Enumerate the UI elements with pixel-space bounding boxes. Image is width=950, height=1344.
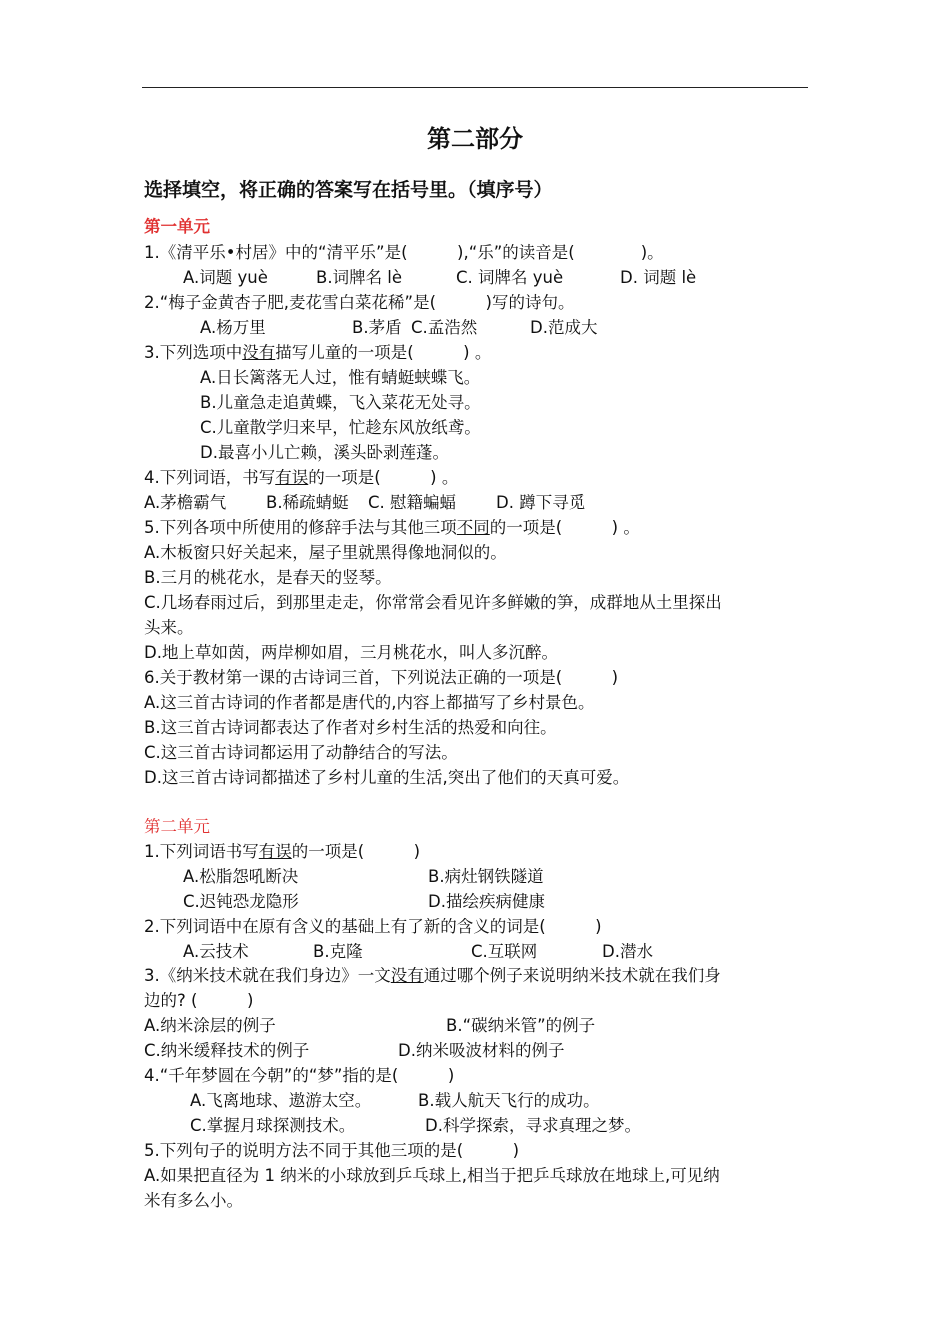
u2-q3-option-b: B.“碳纳米管”的例子 — [446, 1016, 596, 1035]
u2-q2-stem: 2.下列词语中在原有含义的基础上有了新的含义的词是( ) — [144, 917, 602, 936]
u1-q1-option-c: C. 词牌名 yuè — [456, 268, 564, 287]
u1-q4-option-d: D. 蹲下寻觅 — [496, 493, 586, 512]
u1-q2-option-a: A.杨万里 — [200, 318, 266, 337]
unit2-heading: 第二单元 — [144, 817, 210, 836]
u1-q3-option-a: A.日长篱落无人过，惟有蜻蜓蛱蝶飞。 — [200, 368, 481, 387]
u1-q6-option-d: D.这三首古诗词都描述了乡村儿童的生活,突出了他们的天真可爱。 — [144, 768, 630, 787]
emphasis-underline: 没有 — [390, 966, 424, 985]
unit1-heading: 第一单元 — [144, 217, 210, 236]
u1-q5-stem: 5.下列各项中所使用的修辞手法与其他三项不同的一项是( ) 。 — [144, 518, 640, 537]
u1-q3-option-c: C.儿童散学归来早，忙趁东风放纸鸢。 — [200, 418, 481, 437]
u2-q4-option-a: A.飞离地球、遨游太空。 — [190, 1091, 372, 1110]
u2-q3-option-d: D.纳米吸波材料的例子 — [398, 1041, 565, 1060]
u1-q5-option-c: C.几场春雨过后，到那里走走，你常常会看见许多鲜嫩的笋，成群地从土里探出 — [144, 593, 722, 612]
u2-q2-option-c: C.互联网 — [471, 942, 538, 961]
u1-q1-option-b: B.词牌名 lè — [316, 268, 403, 287]
u1-q3-option-b: B.儿童急走追黄蝶，飞入菜花无处寻。 — [200, 393, 481, 412]
u1-q4-option-a: A.茅檐霸气 — [144, 493, 227, 512]
u2-q5-option-a-cont: 米有多么小。 — [144, 1191, 243, 1210]
emphasis-underline: 有误 — [258, 842, 292, 861]
section-instruction: 选择填空，将正确的答案写在括号里。（填序号） — [144, 179, 553, 201]
u1-q1-stem: 1.《清平乐•村居》中的“清平乐”是( ),“乐”的读音是( )。 — [144, 243, 664, 262]
u2-q3-stem: 3.《纳米技术就在我们身边》一文没有通过哪个例子来说明纳米技术就在我们身 — [144, 966, 721, 985]
emphasis-underline: 没有 — [242, 343, 276, 362]
u2-q4-option-c: C.掌握月球探测技术。 — [190, 1116, 356, 1135]
u1-q2-option-c: C.孟浩然 — [411, 318, 478, 337]
u2-q2-option-d: D.潜水 — [602, 942, 653, 961]
u1-q1-option-a: A.词题 yuè — [183, 268, 268, 287]
emphasis-underline: 有误 — [275, 468, 309, 487]
u2-q5-option-a: A.如果把直径为 1 纳米的小球放到乒乓球上,相当于把乒乓球放在地球上,可见纳 — [144, 1166, 720, 1185]
u2-q1-option-c: C.迟钝恐龙隐形 — [183, 892, 299, 911]
u1-q5-option-a: A.木板窗只好关起来，屋子里就黑得像地洞似的。 — [144, 543, 507, 562]
u2-q4-option-d: D.科学探索，寻求真理之梦。 — [425, 1116, 641, 1135]
u1-q1-option-d: D. 词题 lè — [620, 268, 697, 287]
u1-q5-option-c-cont: 头来。 — [144, 618, 194, 637]
u1-q5-option-d: D.地上草如茵，两岸柳如眉，三月桃花水，叫人多沉醉。 — [144, 643, 558, 662]
u1-q6-option-b: B.这三首古诗词都表达了作者对乡村生活的热爱和向往。 — [144, 718, 557, 737]
u2-q2-option-a: A.云技术 — [183, 942, 249, 961]
u1-q6-stem: 6.关于教材第一课的古诗词三首，下列说法正确的一项是( ) — [144, 668, 619, 687]
u1-q5-option-b: B.三月的桃花水，是春天的竖琴。 — [144, 568, 392, 587]
u1-q4-stem: 4.下列词语，书写有误的一项是( ) 。 — [144, 468, 459, 487]
u2-q4-stem: 4.“千年梦圆在今朝”的“梦”指的是( ) — [144, 1066, 455, 1085]
u1-q3-option-d: D.最喜小儿亡赖，溪头卧剥莲蓬。 — [200, 443, 449, 462]
u1-q4-option-c: C. 慰籍蝙蝠 — [368, 493, 457, 512]
u1-q6-option-c: C.这三首古诗词都运用了动静结合的写法。 — [144, 743, 458, 762]
u2-q1-option-b: B.病灶钢铁隧道 — [428, 867, 544, 886]
u1-q4-option-b: B.稀疏蜻蜓 — [266, 493, 349, 512]
u2-q5-stem: 5.下列句子的说明方法不同于其他三项的是( ) — [144, 1141, 520, 1160]
u2-q3-option-c: C.纳米缓释技术的例子 — [144, 1041, 310, 1060]
u1-q6-option-a: A.这三首古诗词的作者都是唐代的,内容上都描写了乡村景色。 — [144, 693, 595, 712]
u2-q1-stem: 1.下列词语书写有误的一项是( ) — [144, 842, 421, 861]
u2-q3-stem-cont: 边的? ( ) — [144, 991, 254, 1010]
u1-q2-option-d: D.范成大 — [530, 318, 598, 337]
u2-q2-option-b: B.克隆 — [313, 942, 363, 961]
u1-q3-stem: 3.下列选项中没有描写儿童的一项是( ) 。 — [144, 343, 492, 362]
emphasis-underline: 不同 — [456, 518, 490, 537]
u1-q2-stem: 2.“梅子金黄杏子肥,麦花雪白菜花稀”是( )写的诗句。 — [144, 293, 575, 312]
header-rule — [142, 87, 808, 88]
u1-q2-option-b: B.茅盾 — [352, 318, 402, 337]
u2-q4-option-b: B.载人航天飞行的成功。 — [418, 1091, 600, 1110]
u2-q1-option-a: A.松脂怨吼断决 — [183, 867, 299, 886]
u2-q3-option-a: A.纳米涂层的例子 — [144, 1016, 276, 1035]
u2-q1-option-d: D.描绘疾病健康 — [428, 892, 545, 911]
page-title: 第二部分 — [427, 125, 523, 153]
